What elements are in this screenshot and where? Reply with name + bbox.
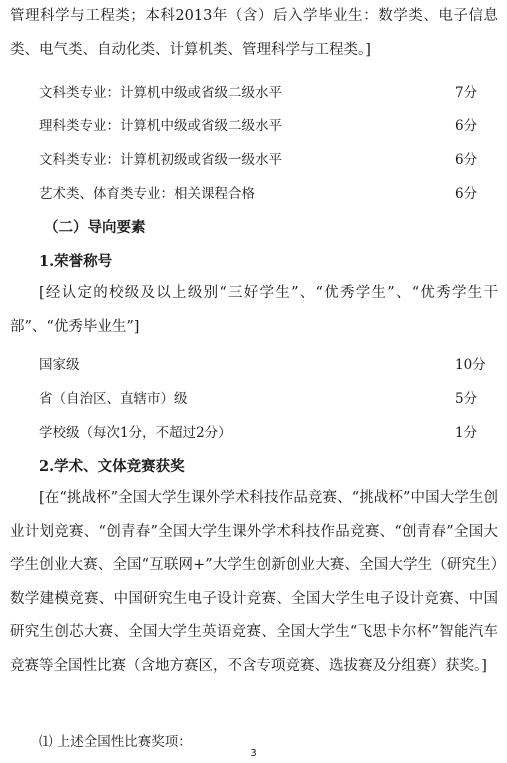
computer-level-score: 6分: [455, 152, 478, 168]
competition-sub-item: ⑴ 上述全国性比赛奖项：: [39, 734, 192, 750]
competition-heading: 2.学术、文体竞赛获奖: [39, 458, 185, 475]
honor-level-label: 学校级（每次1分，不超过2分）: [39, 425, 232, 441]
honor-note: [经认定的校级及以上级别“三好学生”、“优秀学生”、“优秀学生干部”、“优秀毕业生”]: [10, 285, 498, 335]
honor-level-label: 国家级: [39, 357, 80, 373]
honor-level-row: [39, 356, 499, 374]
honor-level-score: 5分: [455, 391, 478, 407]
section-heading: （二）导向要素: [44, 219, 146, 236]
honor-level-label: 省（自治区、直辖市）级: [39, 391, 188, 407]
honor-level-score: 10分: [455, 357, 486, 373]
honor-level-row: [39, 390, 499, 408]
computer-level-score: 6分: [455, 186, 478, 202]
honor-level-row: [39, 424, 499, 442]
computer-level-label: 艺术类、体育类专业：相关课程合格: [39, 186, 255, 202]
computer-level-row: [39, 151, 499, 169]
page-number: 3: [250, 748, 257, 759]
computer-level-label: 文科类专业：计算机中级或省级二级水平: [39, 85, 282, 101]
intro-paragraph: 管理科学与工程类；本科2013年（含）后入学毕业生：数学类、电子信息类、电气类、自动化类、计算机类、管理科学与工程类。]: [10, 8, 498, 58]
computer-level-row: [39, 84, 499, 102]
computer-level-score: 6分: [455, 118, 478, 134]
competition-note: [在“挑战杯”全国大学生课外学术科技作品竞赛、“挑战杯”中国大学生创业计划竞赛、“创青春”全国大学生课外学术科技作品竞赛、“创青春”全国大学生创业大赛、全国“互联网+”大学生创新创业大赛、全国大学生（研究生）数学建模竞赛、中国研究生电子设计竞赛、全国大学生电子设计竞赛、中国研究生创芯大赛、全国大学生英语竞赛、全国大学生“飞思卡尔杯”智能汽车竞赛等全国性比赛（含地方赛区，不含专项竞赛、选拔赛及分组赛）获奖。]: [10, 490, 498, 674]
honor-heading: 1.荣誉称号: [39, 253, 113, 270]
honor-level-score: 1分: [455, 425, 478, 441]
computer-level-label: 理科类专业：计算机中级或省级二级水平: [39, 118, 282, 134]
computer-level-row: [39, 117, 499, 135]
computer-level-score: 7分: [455, 85, 478, 101]
computer-level-label: 文科类专业：计算机初级或省级一级水平: [39, 152, 282, 168]
computer-level-row: [39, 185, 499, 203]
